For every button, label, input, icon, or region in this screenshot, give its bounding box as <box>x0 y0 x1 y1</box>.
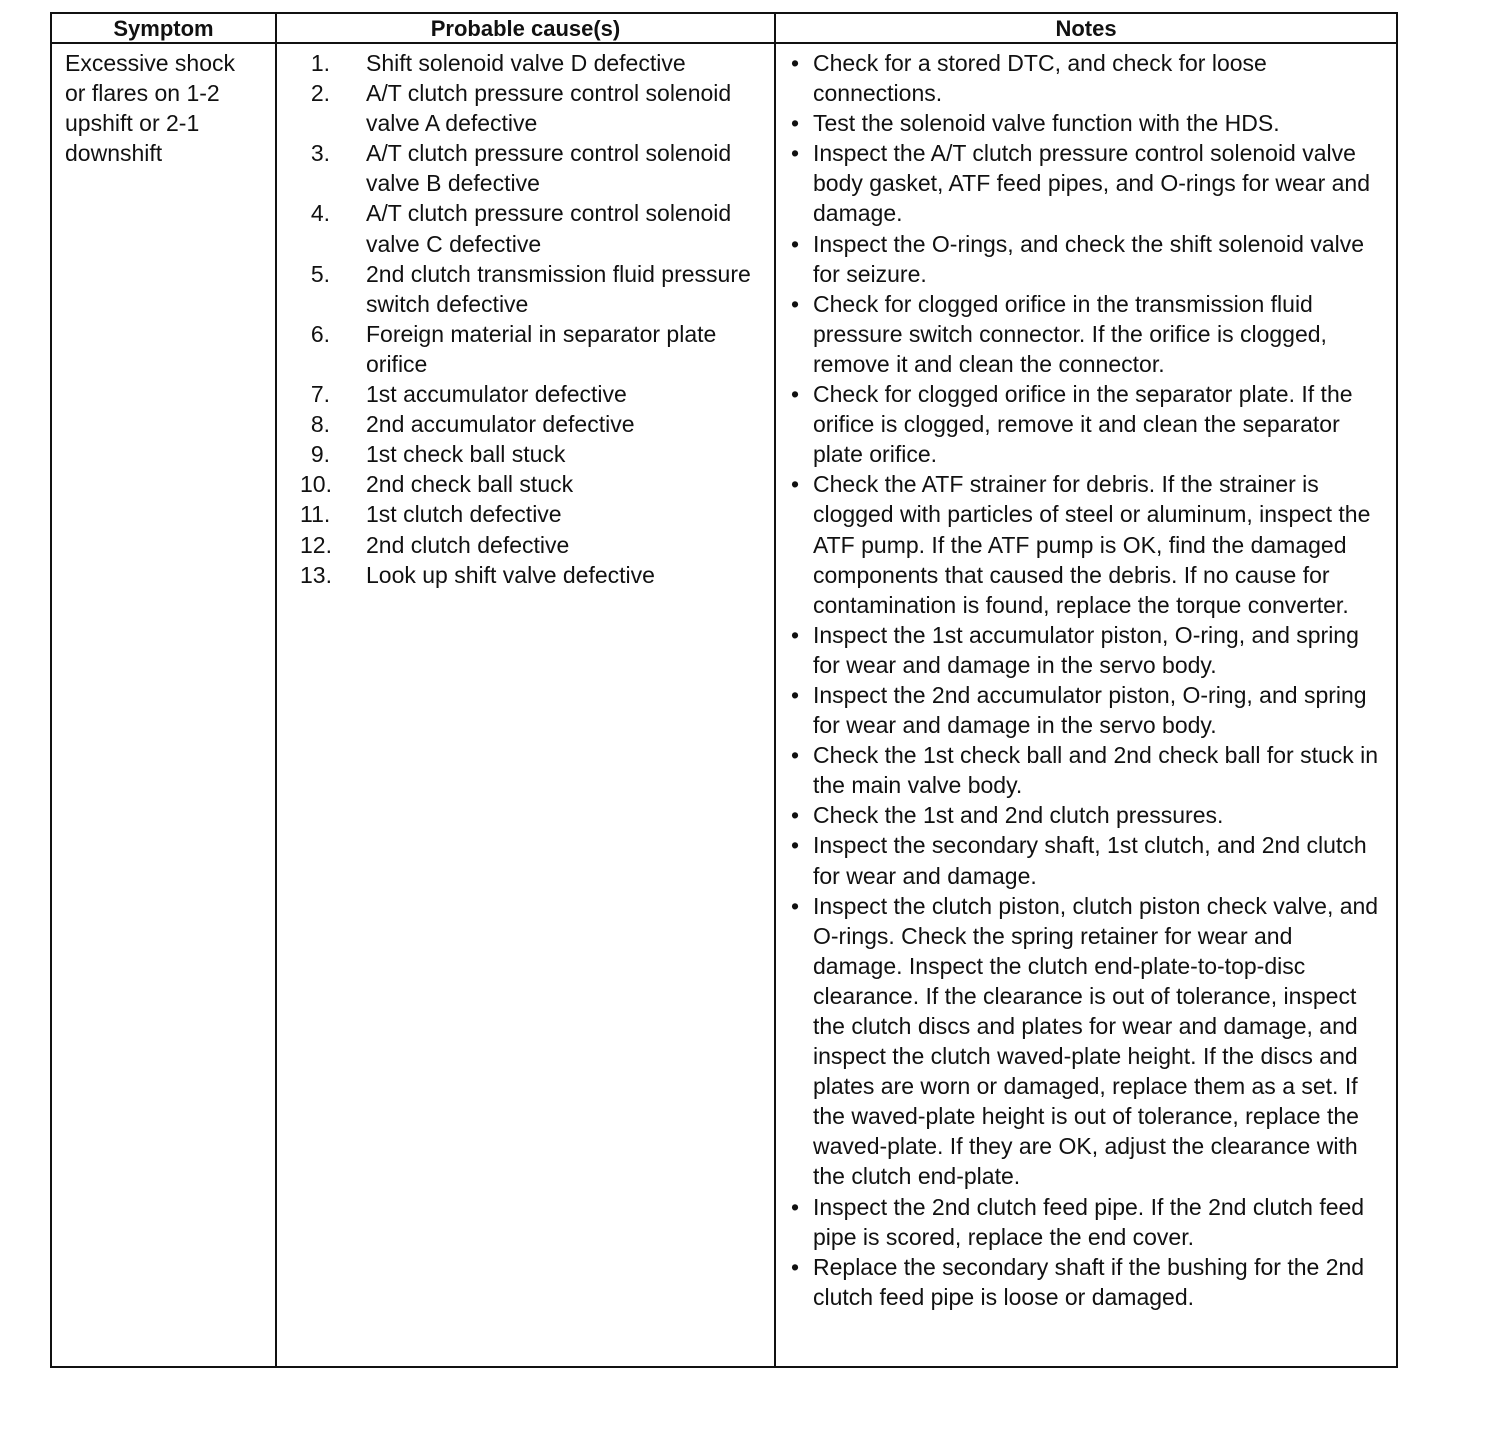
note-text: Replace the secondary shaft if the bushing for the 2nd clutch feed pipe is loose or damaged. <box>813 1253 1365 1310</box>
notes-list <box>787 48 1387 1312</box>
cause-number: 12. <box>300 531 332 558</box>
cause-item <box>300 379 770 409</box>
bullet-icon: • <box>791 50 800 76</box>
bullet-icon: • <box>791 471 800 498</box>
note-item <box>787 891 1387 1192</box>
cause-item <box>300 48 770 78</box>
cause-text: A/T clutch pressure control solenoid valve C defective <box>366 200 732 257</box>
note-item <box>787 800 1387 830</box>
note-item <box>787 379 1387 469</box>
cause-item <box>300 530 770 560</box>
cause-number: 9. <box>310 441 330 468</box>
cause-item <box>300 469 770 499</box>
cause-text: 2nd clutch transmission fluid pressure switch defective <box>366 260 751 317</box>
troubleshooting-table <box>50 12 1398 1368</box>
note-text: Inspect the A/T clutch pressure control solenoid valve body gasket, ATF feed pipes, and O-rings for wear and damage. <box>813 140 1370 227</box>
cause-number: 10. <box>300 471 332 498</box>
bullet-icon: • <box>791 832 800 859</box>
probable-causes-list <box>300 48 770 590</box>
cause-number: 8. <box>310 411 330 438</box>
note-text: Inspect the secondary shaft, 1st clutch, and 2nd clutch for wear and damage. <box>813 832 1367 889</box>
header-notes: Notes <box>1055 16 1117 41</box>
note-item <box>787 1192 1387 1252</box>
bullet-icon: • <box>791 802 800 829</box>
header-probable-causes: Probable cause(s) <box>430 16 621 41</box>
note-text: Inspect the 2nd clutch feed pipe. If the 2nd clutch feed pipe is scored, replace the end cover. <box>813 1193 1365 1250</box>
cause-text: A/T clutch pressure control solenoid valve B defective <box>366 140 732 197</box>
note-text: Inspect the clutch piston, clutch piston check valve, and O-rings. Check the spring retainer for wear and damage. Inspect the clutch end-plate-to-top-disc clearance. If the clearance is out of tolerance, inspect the clutch discs and plates for wear and damage, and inspect the clutch waved-plate height. If the discs and plates are worn or damaged, replace them as a set. If the waved-plate height is out of tolerance, replace the waved-plate. If they are OK, adjust the clearance with the clutch end-plate. <box>813 892 1379 1190</box>
bullet-icon: • <box>791 230 800 257</box>
note-text: Check for clogged orifice in the separator plate. If the orifice is clogged, remove it and clean the separator plate orifice. <box>813 381 1353 468</box>
note-text: Test the solenoid valve function with the HDS. <box>813 110 1280 137</box>
cause-number: 11. <box>300 501 331 528</box>
note-item <box>787 740 1387 800</box>
column-divider <box>774 14 776 1366</box>
cause-text: A/T clutch pressure control solenoid valve A defective <box>366 80 732 137</box>
cause-number: 5. <box>310 260 330 287</box>
cause-item <box>300 198 770 258</box>
note-text: Check the ATF strainer for debris. If the strainer is clogged with particles of steel or aluminum, inspect the ATF pump. If the ATF pump is OK, find the damaged components that caused the debris. If no cause for contamination is found, replace the torque converter. <box>813 471 1371 618</box>
cause-text: 1st accumulator defective <box>366 381 627 408</box>
note-item <box>787 138 1387 228</box>
cause-text: 1st clutch defective <box>366 501 562 528</box>
note-item <box>787 469 1387 619</box>
cause-item <box>300 319 770 379</box>
bullet-icon: • <box>791 140 800 167</box>
bullet-icon: • <box>791 381 800 408</box>
header-divider <box>52 42 1396 44</box>
cause-number: 1. <box>310 50 330 76</box>
note-item <box>787 1252 1387 1312</box>
cause-number: 3. <box>310 140 330 167</box>
bullet-icon: • <box>791 742 800 769</box>
cause-number: 7. <box>310 381 330 408</box>
note-text: Check for a stored DTC, and check for loose connections. <box>813 50 1267 107</box>
note-text: Inspect the O-rings, and check the shift solenoid valve for seizure. <box>813 230 1365 287</box>
note-text: Check the 1st check ball and 2nd check ball for stuck in the main valve body. <box>813 742 1379 799</box>
column-divider <box>275 14 277 1366</box>
cause-item <box>300 560 770 590</box>
note-text: Inspect the 2nd accumulator piston, O-ring, and spring for wear and damage in the servo body. <box>813 681 1367 739</box>
cause-item <box>300 409 770 439</box>
cause-number: 13. <box>300 561 332 588</box>
bullet-icon: • <box>791 681 800 708</box>
cause-text: 2nd check ball stuck <box>366 471 574 498</box>
bullet-icon: • <box>791 1253 800 1280</box>
note-text: Check for clogged orifice in the transmission fluid pressure switch connector. If the orifice is clogged, remove it and clean the connector. <box>813 290 1327 377</box>
cause-text: 2nd accumulator defective <box>366 411 635 438</box>
cause-number: 4. <box>310 200 330 227</box>
bullet-icon: • <box>791 110 800 137</box>
cause-text: 1st check ball stuck <box>366 441 566 468</box>
note-item <box>787 830 1387 890</box>
cause-text: 2nd clutch defective <box>366 531 570 558</box>
bullet-icon: • <box>791 892 800 919</box>
note-item <box>787 680 1387 740</box>
note-item <box>787 108 1387 138</box>
cause-item <box>300 78 770 138</box>
cause-item <box>300 138 770 198</box>
cause-item <box>300 439 770 469</box>
note-item <box>787 229 1387 289</box>
cause-text: Foreign material in separator plate orifice <box>366 320 717 377</box>
symptom-cell: Excessive shock or flares on 1-2 upshift or 2-1 downshift <box>65 50 236 167</box>
bullet-icon: • <box>791 290 800 317</box>
note-item <box>787 289 1387 379</box>
cause-item <box>300 499 770 529</box>
bullet-icon: • <box>791 1193 800 1220</box>
note-text: Inspect the 1st accumulator piston, O-ring, and spring for wear and damage in the servo body. <box>813 621 1359 678</box>
header-symptom: Symptom <box>113 16 214 41</box>
note-text: Check the 1st and 2nd clutch pressures. <box>813 802 1224 829</box>
note-item <box>787 48 1387 108</box>
note-item <box>787 620 1387 680</box>
cause-number: 6. <box>310 320 330 347</box>
bullet-icon: • <box>791 621 800 648</box>
cause-text: Shift solenoid valve D defective <box>366 50 686 76</box>
cause-item <box>300 259 770 319</box>
cause-number: 2. <box>310 80 330 107</box>
cause-text: Look up shift valve defective <box>366 561 655 588</box>
